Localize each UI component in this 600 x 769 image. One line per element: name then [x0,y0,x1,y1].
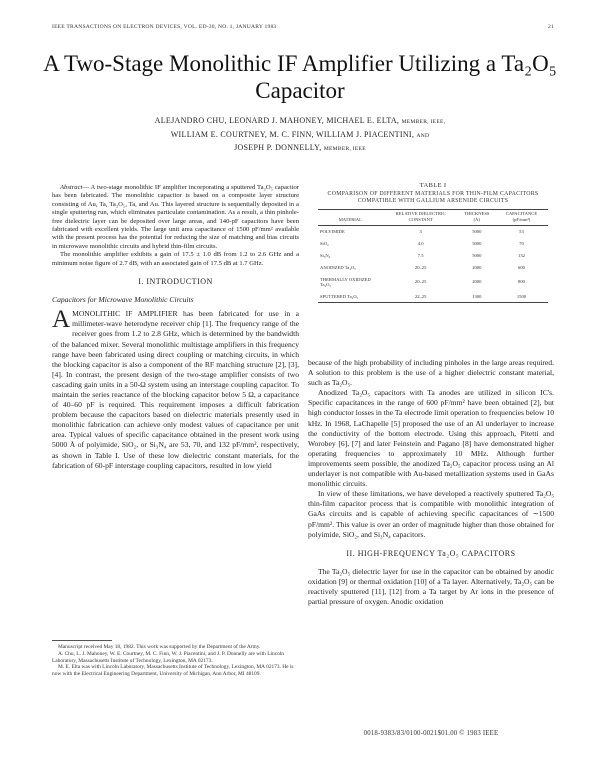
footnote-rule [52,640,112,641]
table-row [318,226,548,238]
cell-material: SiO₂ [320,241,329,247]
author-membership: MEMBER, IEEE [323,146,366,152]
author-list [60,115,540,156]
materials-table [318,182,548,303]
abstract-text-2: The monolithic amplifier exhibits a gain of 17.5 ± 1.0 dB from 1.2 to 2.6 GHz and a minimum noise figure of 2.7 dB, with an associated gain of 17.5 dB at 1.7 GHz. [52,251,299,267]
cell-thickness: 1300 [459,291,495,303]
cell-thickness: 5000 [472,241,482,247]
authors-line-2: WILLIAM E. COURTNEY, M. C. FINN, WILLIAM J. PIACENTINI, [170,129,415,139]
cell-capacitance: 800 [518,279,525,285]
body-paragraph: because of the high probability of including pinholes in the large areas required. A solution to this problem is the use of a higher dielectric constant material, such as Ta₂O₅. [308,358,554,388]
journal-name: IEEE TRANSACTIONS ON ELECTRON DEVICES, VOL. ED-30, NO. 1, JANUARY 1983 [52,24,277,30]
section-heading: I. INTRODUCTION [138,277,213,287]
body-paragraph: In view of these limitations, we have developed a reactively sputtered Ta₂O₅ thin-film capacitor process that is compatible with monolithic integration of GaAs circuits and is capable of achieving specific capacitances of ∼1500 pF/mm². This value is over an order of magnitude higher than those obtained for polyimide, SiO₂, and Si₃N₄ capacitors. [308,489,554,539]
paper-title-text: A Two-Stage Monolithic IF Amplifier Utilizing a Ta₂O₅ Capacitor [43,51,557,103]
abstract-label: Abstract [60,184,83,191]
table-row [318,238,548,250]
cell-dielectric: 7.5 [417,252,424,258]
table-header: MATERIAL [318,210,383,226]
cell-material: THERMALLY OXIDIZED Ta₂O₅ [320,276,371,287]
body-paragraph: Anodized Ta₂O₅ capacitors with Ta anodes are utilized in silicon IC's. Specific capacitances in the range of 600 pF/mm² have been obtained [2], but high conductor losses in the Ta electrode limit operation to frequencies below 10 kHz. In 1968, LaChapelle [5] proposed the use of an Al underlayer to increase the conductivity of the bottom electrode. Using this approach, Pitetti and Worobey [6], [7] and later Feinstein and Pagano [8] have demonstrated higher operating frequencies to approximately 10 MHz. Although further improvements seem possible, the anodized Ta₂O₅ capacitor process using an Al underlayer is not compatible with Au-based metallization systems used in GaAs monolithic circuits. [308,388,554,489]
running-header [52,24,554,30]
table-caption [318,182,548,205]
intro-paragraph [52,306,299,471]
copyright-line: 0018-9383/83/0100-0021$01.00 © 1983 IEEE [363,730,499,737]
authors-line-3: JOSEPH P. DONNELLY, [234,143,322,152]
page-number: 21 [548,24,554,30]
author-membership: MEMBER, IEEE, [401,119,446,125]
cell-material: Si₃N₄ [320,252,331,258]
table-row [318,250,548,262]
cell-material: POLYIMIDE [320,229,345,235]
authors-line-1: ALEJANDRO CHU, LEONARD J. MAHONEY, MICHAEL E. ELTA, [154,116,400,125]
section-heading: II. HIGH-FREQUENCY Ta₂O₅ CAPACITORS [346,548,516,558]
cell-thickness: 5000 [472,252,482,258]
intro-text: MONOLITHIC IF AMPLIFIER has been fabricated for use in a millimeter-wave heterodyne receiver chip [1]. The frequency range of the receiver goes from 1.2 to 2.8 GHz, which is determined by the bandwidth of the balanced mixer. Several monolithic multistage amplifiers in this frequency range have been fabricated using direct coupling or matching circuits, in which the blocking capacitor is also a component of the RF matching structure [2], [3], [4]. In contrast, the present design of the two-stage amplifier consists of two cascading gain units in a 50-Ω system using an interstage coupling capacitor. To maintain the series reactance of the blocking capacitor below 5 Ω, a capacitance of 40–60 pF is required. This requirement imposes a difficult fabrication problem because the capacitors based on dielectric materials presently used in monolithic fabrication can achieve only modest values of capacitance per unit area. Typical values of specific capacitance obtained in the present work using 5000 Å of polyimide, SiO₂, or Si₃N₄ are 53, 70, and 132 pF/mm², respectively, as shown in Table I. Use of these low dielectric constant materials, for the fabrication of 60-pF interstage coupling capacitors, resulted in low yield [52,309,299,470]
comparison-table [318,209,548,303]
subsection-heading: Capacitors for Microwave Monolithic Circuits [52,295,194,305]
cell-capacitance: 600 [518,264,525,270]
table-header: CAPACITANCE (pF/mm²) [495,210,548,226]
body-paragraph: The Ta₂O₅ dielectric layer for use in the capacitor can be obtained by anodic oxidation [9] or thermal oxidation [10] of a Ta layer. Alternatively, Ta₂O₅ can be reactively sputtered [11], [12] from a Ta target by Ar ions in the presence of partial pressure of oxygen. Anodic oxidation [308,566,554,607]
cell-capacitance: 70 [519,241,524,247]
cell-dielectric: 3 [419,229,422,235]
table-row [318,262,548,274]
authors-and: AND [416,132,430,139]
cell-dielectric: 22–25 [383,291,459,303]
footnote: M. E. Elta was with Lincoln Laboratory, Massachusetts Institute of Technology, Lexington, MA 02173. He is now with the Electrical Engineering Department, University of Michigan, Ann Arbor, MI 48109. [52,664,294,678]
right-column [308,358,554,607]
cell-thickness: 2000 [472,264,482,270]
cell-capacitance: 53 [519,229,524,235]
table-row [318,291,548,303]
cell-dielectric: 20–25 [414,279,427,285]
cell-thickness: 2000 [472,279,482,285]
cell-dielectric: 4.0 [417,241,424,247]
drop-cap: A [52,306,71,334]
paper-title [0,50,600,104]
table-header: RELATIVE DIELECTRIC CONSTANT [383,210,459,226]
cell-capacitance: 1500 [495,291,548,303]
table-header: THICKNESS (Å) [459,210,495,226]
abstract-text: — A two-stage monolithic IF amplifier incorporating a sputtered Ta₂O₅ capacitor has been fabricated. The monolithic capacitor is based on a composite layer structure consisting of Au, Ta, Ta₂O₅, Ta, and Au. This layered structure is sequentially deposited in a single sputtering run, which eliminates particulate contamination. As a result, a thin pinhole-free dielectric layer can be deposited over large areas, and 140-pF capacitors have been fabricated with excellent yields. The large unit area capacitance of 1500 pF/mm² available with the present process has the potential for reducing the size of matching and bias circuits in microwave monolithic circuits and hybrid thin-film circuits. [52,184,299,250]
cell-thickness: 5000 [472,229,482,235]
footnote: Manuscript received May 18, 1982. This work was supported by the Department of the Army. [58,644,261,650]
cell-material: ANODIZED Ta₂O₅ [320,264,356,270]
table-caption-text: COMPARISON OF DIFFERENT MATERIALS FOR THIN-FILM CAPACITORS COMPATIBLE WITH GALLIUM ARSENIDE CIRCUITS [327,191,539,204]
footnote: A. Chu, L. J. Mahoney, W. E. Courtney, M. C. Finn, W. J. Piacentini, and J. P. Donnelly are with Lincoln Laboratory, Massachusetts Institute of Technology, Lexington, MA 02173. [52,650,284,664]
cell-capacitance: 132 [518,252,525,258]
table-row [318,273,548,290]
table-number: TABLE I [419,182,447,189]
cell-dielectric: 20–25 [414,264,427,270]
left-column [52,184,299,471]
abstract [52,184,299,268]
cell-material: SPUTTERED Ta₂O₅ [318,291,383,303]
footnotes [52,640,299,678]
